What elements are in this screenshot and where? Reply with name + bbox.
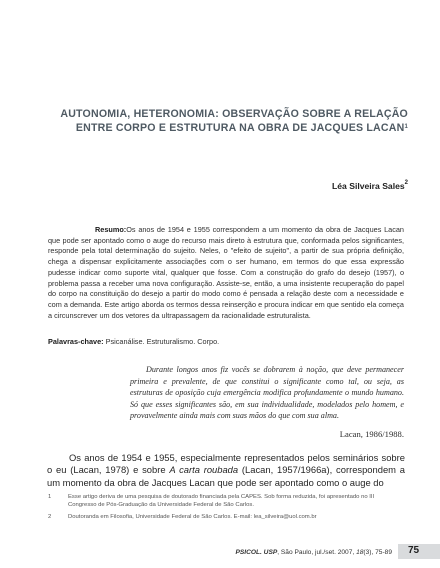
page-number: 75: [408, 545, 420, 556]
journal-footer: PSICOL. USP, São Paulo, jul./set. 2007, 18(3), 75-89: [235, 549, 392, 556]
footnote-number: 2: [48, 513, 52, 520]
keywords-label: Palavras-chave:: [48, 337, 104, 346]
footnotes: [48, 493, 404, 524]
author-footnote-ref[interactable]: 2: [404, 180, 408, 186]
title-line-2: ENTRE CORPO E ESTRUTURA NA OBRA DE JACQUES LACAN$^1$: [75, 122, 408, 134]
abstract-label: Resumo:: [95, 225, 127, 234]
footnote-text: Esse artigo deriva de uma pesquisa de doutorado financiada pela CAPES. Sob forma reduzida, foi apresentado no III Congresso de Pós-Graduação da Universidade Federal de São Carlos.: [68, 494, 375, 509]
epigraph-citation: Lacan, 1986/1988.: [339, 429, 404, 439]
body-paragraph: Os anos de 1954 e 1955, especialmente representados pelos seminários sobre o eu (Lacan, 1978) e sobre A carta roubada (Lacan, 1957/1966a), correspondem a um momento da obra de Jacques Lacan que pode ser apontado como o auge do: [47, 452, 405, 488]
footnote-1: [48, 493, 404, 510]
article-title: [60, 107, 408, 135]
work-title: A carta roubada: [169, 464, 239, 476]
author-name: Léa Silveira Sales$^2$: [332, 180, 408, 191]
footnote-text: Doutoranda em Filosofia, Universidade Federal de São Carlos. E-mail: lea_silveira@uol.com.br: [68, 513, 317, 520]
abstract-text: Os anos de 1954 e 1955 correspondem a um momento da obra de Jacques Lacan que pode ser apontado como o auge do recurso mais direto à estrutura que, conformada pelos significantes, responde pela total determinação do sujeito. Neles, o "efeito de sujeito", a partir de sua própria definição, chega a dispensar explicitamente associações com o ser humano, em termos do que essa expressão pudesse indicar como suporte vital, qualquer que fosse. Com a construção do grafo do desejo (1957), o problema passa a receber uma nova configuração. Assiste-se, então, a uma insistente recuperação do papel do corpo na constituição do desejo a partir do modo como é pensada a relação deste com a necessidade e com a demanda. Este artigo aborda os termos dessa reinserção e procura indicar em que sentido ela começa a circunscrever um dos vetores da ultrapassagem da racionalidade estruturalista.: [48, 225, 404, 320]
abstract: [48, 225, 404, 321]
keywords: [48, 337, 404, 346]
footnote-number: 1: [48, 494, 52, 500]
journal-name: PSICOL. USP: [235, 549, 278, 556]
journal-volume: 18: [356, 549, 364, 556]
keywords-text: Psicanálise. Estruturalismo. Corpo.: [105, 337, 220, 346]
title-line-1: AUTONOMIA, HETERONOMIA: OBSERVAÇÃO SOBRE A RELAÇÃO: [60, 108, 408, 120]
epigraph-quote: Durante longos anos fiz vocês se dobrarem à noção, que deve permanecer primeira e prevalente, de que constitui o significante como tal, ou seja, as estruturas de oposição cuja emergência modifica profundamente o mundo humano. Só que esses significantes são, em sua individualidade, modelados pelo homem, e provavelmente ainda mais com suas mãos do que com sua alma.: [130, 365, 404, 421]
footnote-2: [48, 513, 404, 521]
title-footnote-ref[interactable]: 1: [404, 124, 408, 130]
